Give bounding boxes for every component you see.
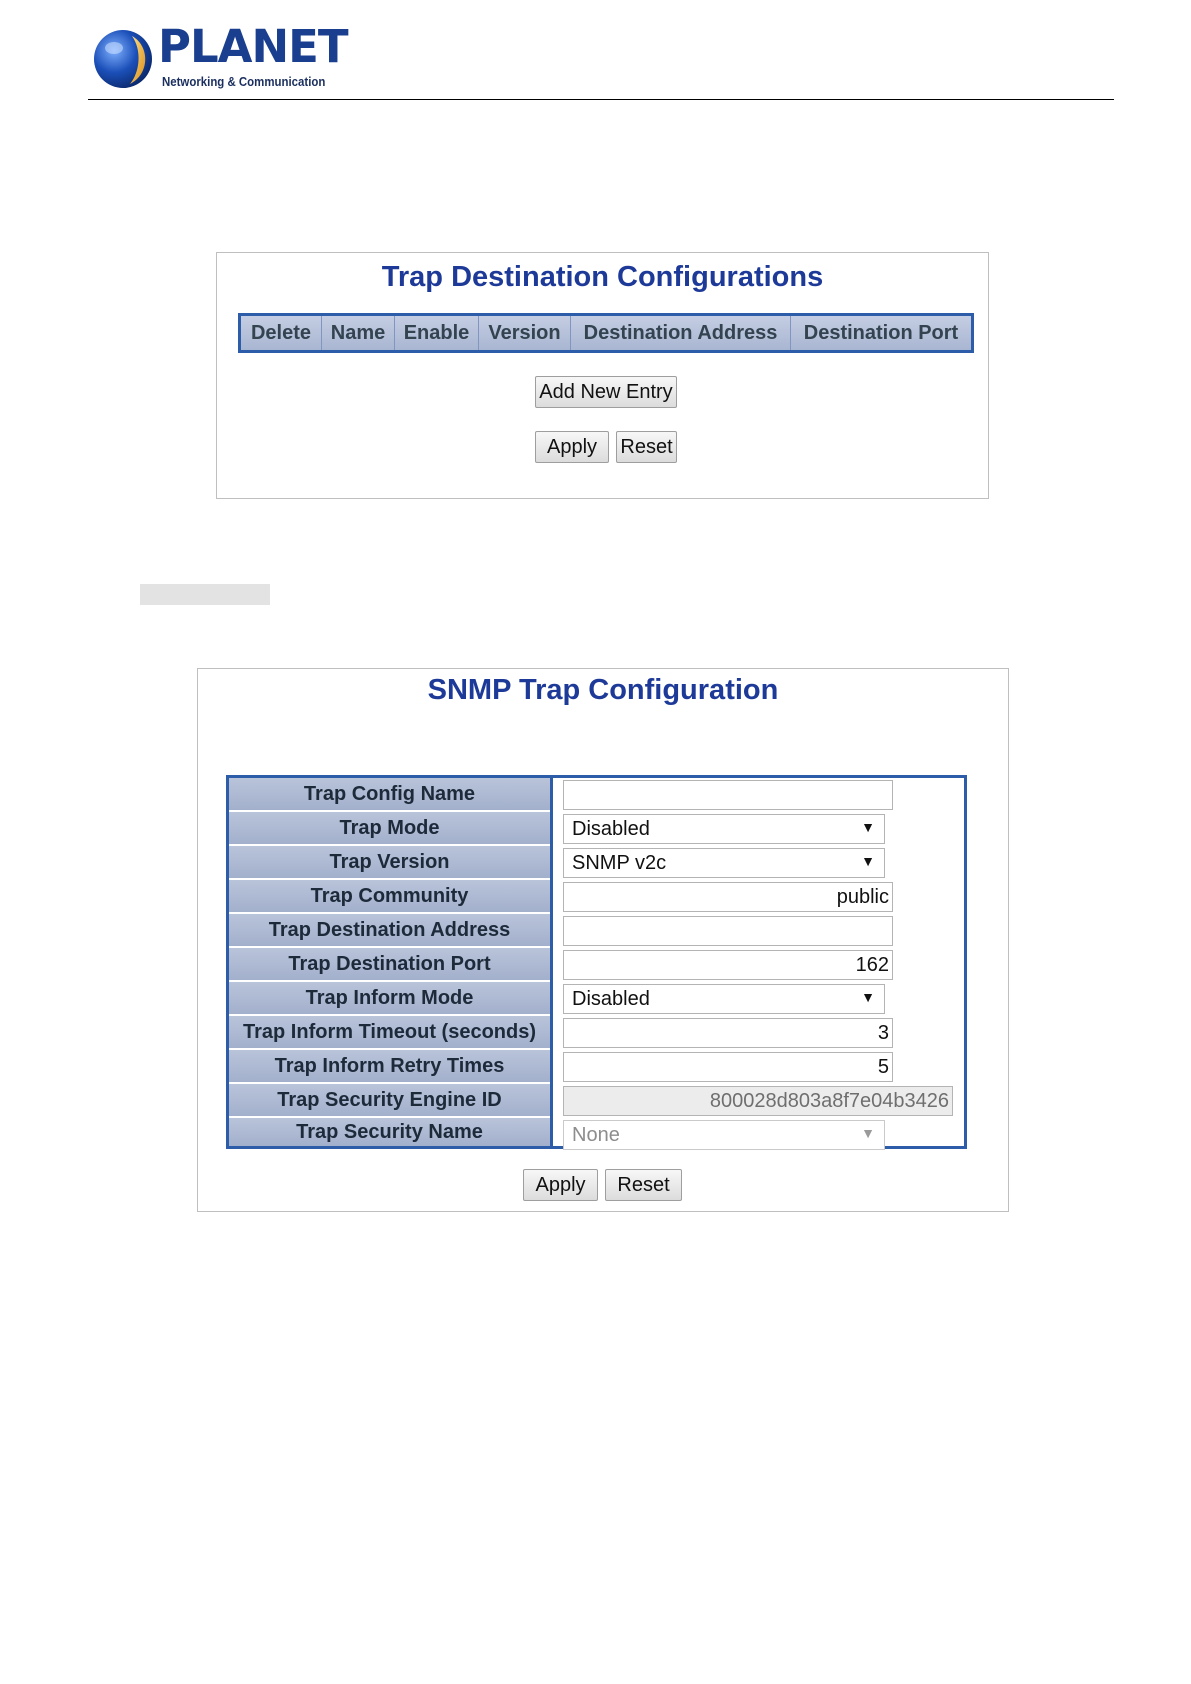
add-new-entry-button[interactable]: Add New Entry <box>535 376 677 408</box>
row-label: Trap Inform Mode <box>229 982 550 1016</box>
trap-security-name-select <box>563 1120 885 1150</box>
snmp-trap-title: SNMP Trap Configuration <box>427 674 779 706</box>
column-header-enable: Enable <box>395 316 479 350</box>
trap-inform-mode-select[interactable] <box>563 984 885 1014</box>
dest-apply-button[interactable]: Apply <box>535 431 609 463</box>
dropdown-arrow-icon: ▼ <box>861 989 875 1005</box>
row-label: Trap Destination Port <box>229 948 550 982</box>
dropdown-arrow-icon: ▼ <box>861 1125 875 1141</box>
planet-logo <box>92 20 348 94</box>
selected-value: SNMP v2c <box>572 851 667 874</box>
row-trap-community <box>229 880 964 914</box>
trap-destination-address-input[interactable] <box>563 916 893 946</box>
header-divider <box>88 99 1114 100</box>
column-header-delete: Delete <box>241 316 322 350</box>
row-label: Trap Version <box>229 846 550 880</box>
row-trap-inform-mode <box>229 982 964 1016</box>
snmp-apply-button[interactable]: Apply <box>523 1169 598 1201</box>
row-label: Trap Config Name <box>229 778 550 812</box>
row-trap-mode <box>229 812 964 846</box>
trap-mode-select[interactable] <box>563 814 885 844</box>
column-header-destination-port: Destination Port <box>791 316 971 350</box>
row-label: Trap Security Name <box>229 1118 550 1146</box>
row-trap-security-engine-id <box>229 1084 964 1118</box>
column-header-destination-address: Destination Address <box>571 316 791 350</box>
dropdown-arrow-icon: ▼ <box>861 853 875 869</box>
trap-config-name-input[interactable] <box>563 780 893 810</box>
dest-reset-button[interactable]: Reset <box>616 431 677 463</box>
row-trap-inform-retry-times <box>229 1050 964 1084</box>
redacted-label <box>140 584 270 605</box>
trap-destination-title: Trap Destination Configurations <box>381 261 824 293</box>
trap-security-engine-id-input <box>563 1086 953 1116</box>
globe-icon <box>92 28 154 90</box>
column-header-version: Version <box>479 316 571 350</box>
row-label: Trap Inform Timeout (seconds) <box>229 1016 550 1050</box>
selected-value: Disabled <box>572 817 650 840</box>
brand-name: PLANET <box>158 20 348 73</box>
row-trap-version <box>229 846 964 880</box>
row-trap-destination-address <box>229 914 964 948</box>
snmp-reset-button[interactable]: Reset <box>605 1169 682 1201</box>
row-trap-destination-port <box>229 948 964 982</box>
snmp-trap-table <box>226 775 967 1149</box>
trap-destination-port-input[interactable] <box>563 950 893 980</box>
column-header-name: Name <box>322 316 395 350</box>
selected-value: None <box>572 1123 620 1146</box>
row-label: Trap Destination Address <box>229 914 550 948</box>
row-label: Trap Security Engine ID <box>229 1084 550 1118</box>
trap-inform-timeout-input[interactable] <box>563 1018 893 1048</box>
row-label: Trap Mode <box>229 812 550 846</box>
snmp-trap-panel <box>197 668 1009 1212</box>
row-trap-security-name <box>229 1118 964 1152</box>
brand-tagline: Networking & Communication <box>162 74 326 89</box>
selected-value: Disabled <box>572 987 650 1010</box>
trap-inform-retry-times-input[interactable] <box>563 1052 893 1082</box>
trap-version-select[interactable] <box>563 848 885 878</box>
row-trap-inform-timeout <box>229 1016 964 1050</box>
trap-destination-panel <box>216 252 989 499</box>
row-trap-config-name <box>229 778 964 812</box>
trap-community-input[interactable] <box>563 882 893 912</box>
trap-destination-table <box>238 313 974 353</box>
row-label: Trap Inform Retry Times <box>229 1050 550 1084</box>
dropdown-arrow-icon: ▼ <box>861 819 875 835</box>
row-label: Trap Community <box>229 880 550 914</box>
